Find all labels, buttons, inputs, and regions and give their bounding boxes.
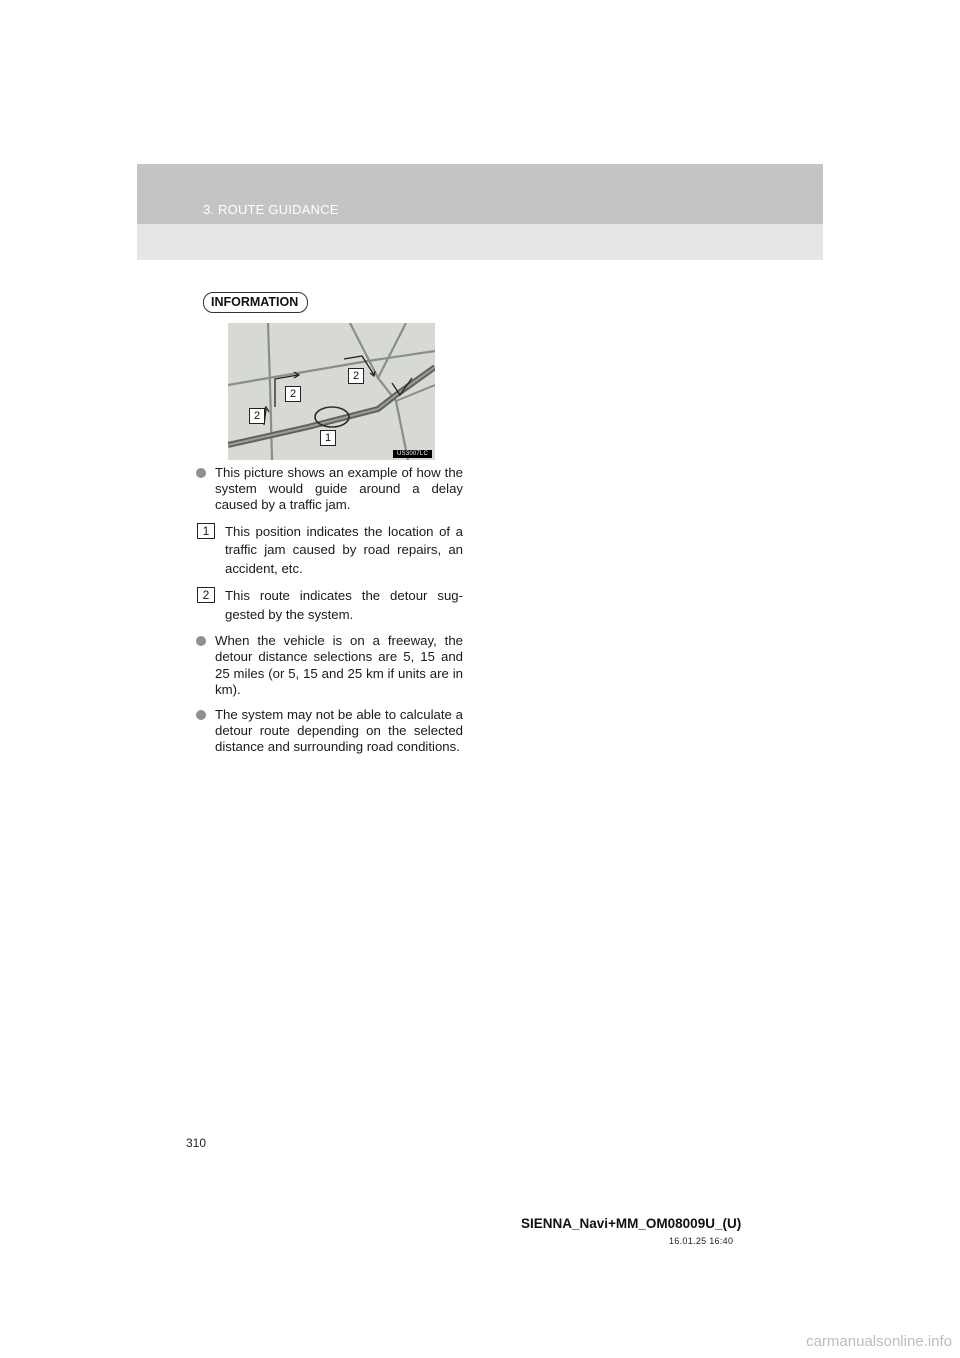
numbered-text: This position indicates the location of a traffic jam caused by road repairs, an accident, etc. bbox=[225, 523, 463, 576]
road-horizontal bbox=[228, 351, 435, 385]
section-title: 3. ROUTE GUIDANCE bbox=[203, 202, 339, 217]
bullet-dot-icon bbox=[196, 468, 206, 478]
bullet-item bbox=[195, 707, 463, 756]
callout-2-right: 2 bbox=[348, 368, 364, 384]
header-band-lower bbox=[137, 224, 823, 260]
number-badge: 1 bbox=[197, 523, 215, 539]
number-badge: 2 bbox=[197, 587, 215, 603]
information-tab: INFORMATION bbox=[203, 292, 308, 313]
traffic-detour-map bbox=[228, 323, 435, 460]
bullet-item bbox=[195, 633, 463, 698]
callout-1: 1 bbox=[320, 430, 336, 446]
numbered-item bbox=[195, 523, 463, 579]
map-image-code: US3007LC bbox=[393, 450, 432, 458]
watermark: carmanualsonline.info bbox=[806, 1333, 952, 1350]
bullet-dot-icon bbox=[196, 636, 206, 646]
document-id: SIENNA_Navi+MM_OM08009U_(U) bbox=[521, 1216, 742, 1231]
road-vertical-left bbox=[268, 323, 272, 460]
page-number: 310 bbox=[186, 1136, 207, 1150]
bullet-text: This picture shows an example of how the system would guide around a delay caused by a traffic jam. bbox=[215, 465, 463, 513]
document-timestamp: 16.01.25 16:40 bbox=[669, 1236, 734, 1246]
numbered-item bbox=[195, 587, 463, 624]
callout-2-left: 2 bbox=[249, 408, 265, 424]
callout-2-mid: 2 bbox=[285, 386, 301, 402]
bullet-item bbox=[195, 465, 463, 514]
numbered-text: This route indicates the detour sug- gested by the system. bbox=[225, 588, 463, 622]
road-diagonal bbox=[378, 323, 406, 378]
bullet-dot-icon bbox=[196, 710, 206, 720]
information-content bbox=[195, 465, 463, 765]
bullet-text: When the vehicle is on a freeway, the detour distance selections are 5, 15 and 25 miles (or 5, 15 and 25 km if units are in km). bbox=[215, 633, 463, 697]
bullet-text: The system may not be able to calculate a detour route depending on the selected distance and surrounding road conditions. bbox=[215, 706, 463, 755]
